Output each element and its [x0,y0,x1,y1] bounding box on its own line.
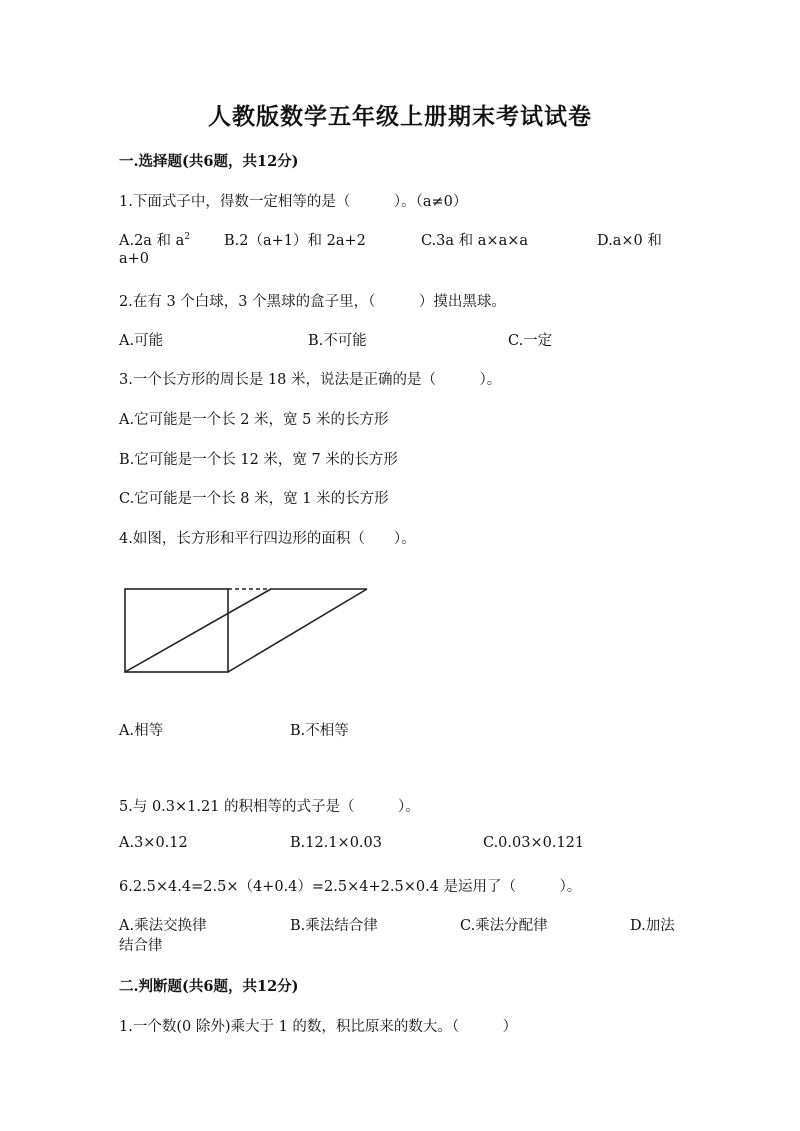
question-3-option-a: A.它可能是一个长 2 米，宽 5 米的长方形 [119,412,389,428]
question-1-option-b: B.2（a+1）和 2a+2 [224,233,366,249]
question-6-option-d: D.加法 [630,918,675,934]
question-3-stem: 3.一个长方形的周长是 18 米，说法是正确的是（ ）。 [119,372,502,388]
rectangle-parallelogram-figure [119,584,379,680]
question-5-stem: 5.与 0.3×1.21 的积相等的式子是（ ）。 [119,799,420,815]
question-5-option-a: A.3×0.12 [119,835,188,851]
question-2-option-c: C.一定 [508,333,553,349]
question-2-option-a: A.可能 [119,333,164,349]
exam-title: 人教版数学五年级上册期末考试试卷 [208,103,592,130]
question-4-option-a: A.相等 [119,723,164,739]
question-1-option-a-text: A.2a 和 a [119,233,185,249]
question-5-option-b: B.12.1×0.03 [290,835,382,851]
question-1-option-a [119,229,190,250]
question-3-option-c: C.它可能是一个长 8 米，宽 1 米的长方形 [119,491,389,507]
question-1-option-d-continued: a+0 [119,251,150,267]
question-2-option-b: B.不可能 [308,333,367,349]
figure-rectangle [125,589,228,672]
judgement-1-stem: 1.一个数(0 除外)乘大于 1 的数，积比原来的数大。（ ） [119,1019,518,1035]
section-heading-judgement: 二.判断题(共6题，共12分) [119,978,299,995]
question-6-option-c: C.乘法分配律 [460,918,548,934]
question-1-option-c: C.3a 和 a×a×a [421,233,529,249]
question-6-option-b: B.乘法结合律 [290,918,378,934]
question-4-stem: 4.如图，长方形和平行四边形的面积（ ）。 [119,531,416,547]
question-5-option-c: C.0.03×0.121 [483,835,585,851]
section-heading-choice: 一.选择题(共6题，共12分) [119,153,299,170]
question-1-option-a-exponent: 2 [184,232,191,243]
question-1-stem: 1.下面式子中，得数一定相等的是（ ）。（a≠0） [119,194,468,210]
question-1-option-d: D.a×0 和 [597,233,662,249]
question-2-stem: 2.在有 3 个白球，3 个黑球的盒子里，（ ）摸出黑球。 [119,294,506,310]
question-6-option-a: A.乘法交换律 [119,918,207,934]
question-6-option-d-continued: 结合律 [119,938,163,954]
question-4-option-b: B.不相等 [290,723,349,739]
question-3-option-b: B.它可能是一个长 12 米，宽 7 米的长方形 [119,452,398,468]
question-6-stem: 6.2.5×4.4=2.5×（4+0.4）=2.5×4+2.5×0.4 是运用了（ ）。 [119,879,582,895]
